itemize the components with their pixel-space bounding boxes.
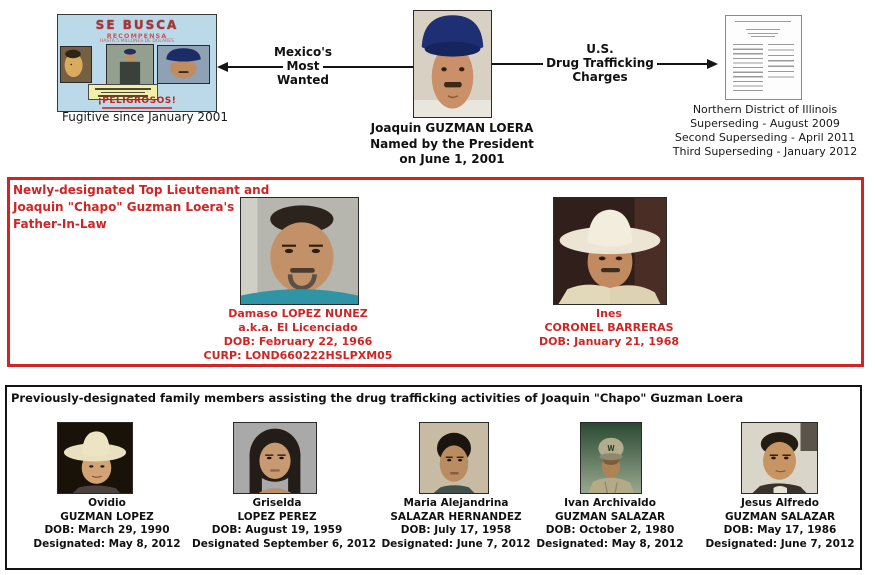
maria-salazar-photo xyxy=(419,422,489,494)
caption-line: Designated: June 7, 2012 xyxy=(381,537,531,550)
caption-line: Third Superseding - January 2012 xyxy=(672,145,858,158)
caption-line: CURP: LOND660222HSLPXM05 xyxy=(203,349,393,362)
left-arrow-label-line: Mexico's xyxy=(273,45,333,59)
jesus-guzman-caption xyxy=(695,497,865,551)
previously-designated-title: Previously-designated family members assisting the drug trafficking activities of Joaquin "Chapo" Guzman Loera xyxy=(11,391,744,405)
title-line: Father-In-Law xyxy=(13,217,107,231)
griselda-lopez-photo xyxy=(233,422,317,494)
maria-salazar-caption xyxy=(371,497,541,551)
caption-line: Named by the President xyxy=(370,136,534,151)
damaso-lopez-caption xyxy=(198,307,398,363)
strip-text-line xyxy=(95,88,151,90)
caption-line: GUZMAN LOPEZ xyxy=(60,510,154,523)
caption-line: SALAZAR HERNANDEZ xyxy=(390,510,522,523)
poster-danger-subtext xyxy=(102,107,172,109)
caption-line: Second Superseding - April 2011 xyxy=(674,131,856,144)
jesus-guzman-photo xyxy=(741,422,818,494)
caption-line: Superseding - August 2009 xyxy=(690,117,840,130)
caption-line: on June 1, 2001 xyxy=(399,152,505,166)
caption-line: Maria Alejandrina xyxy=(403,497,509,509)
caption-line: Designated: May 8, 2012 xyxy=(33,537,181,550)
se-busca-poster xyxy=(57,14,217,112)
right-arrow-label-line: Drug Trafficking xyxy=(530,56,670,70)
caption-line: Ovidio xyxy=(88,497,126,509)
left-arrow-label xyxy=(233,45,373,87)
caption-line: Damaso LOPEZ NUNEZ xyxy=(228,307,368,320)
caption-line: Griselda xyxy=(252,497,302,509)
right-arrow-head-icon xyxy=(707,59,718,69)
caption-line: Joaquin GUZMAN LOERA xyxy=(370,121,534,135)
indictment-caption xyxy=(660,103,870,159)
caption-line: Designated: May 8, 2012 xyxy=(536,537,684,550)
ines-coronel-photo xyxy=(553,197,667,305)
caption-line: Ines xyxy=(596,307,622,320)
caption-line: a.k.a. El Licenciado xyxy=(238,321,358,334)
ivan-guzman-photo xyxy=(580,422,642,494)
document-text-column xyxy=(768,44,794,80)
poster-title: SE BUSCA xyxy=(95,18,179,32)
poster-danger-label: ¡PELIGROSOS! xyxy=(97,96,177,106)
caption-line: DOB: May 17, 1986 xyxy=(723,524,837,536)
document-text-line xyxy=(751,36,775,37)
right-arrow-label xyxy=(530,42,670,84)
caption-line: DOB: January 21, 1968 xyxy=(538,335,680,348)
caption-line: Designated September 6, 2012 xyxy=(192,537,377,550)
right-arrow-label-line: U.S. xyxy=(586,42,614,56)
caption-line: Designated: June 7, 2012 xyxy=(705,537,855,550)
strip-text-line xyxy=(101,92,145,94)
left-arrow-label-line: Most xyxy=(233,59,373,73)
poster-reward-label: RECOMPENSA xyxy=(106,32,168,40)
guzman-loera-caption xyxy=(357,121,547,168)
indictment-document xyxy=(725,15,802,100)
poster-mugshot-center xyxy=(106,44,154,88)
guzman-loera-photo xyxy=(413,10,492,118)
right-arrow-label-line: Charges xyxy=(572,70,628,84)
caption-line: GUZMAN SALAZAR xyxy=(554,510,666,523)
title-line: Joaquin "Chapo" Guzman Loera's xyxy=(13,200,235,214)
caption-line: Ivan Archivaldo xyxy=(564,497,656,509)
document-text-line xyxy=(735,21,791,22)
caption-line: DOB: March 29, 1990 xyxy=(44,524,170,536)
poster-mugshot-left xyxy=(60,46,92,83)
griselda-lopez-caption xyxy=(192,497,377,551)
document-text-line xyxy=(746,29,780,30)
caption-line: Jesus Alfredo xyxy=(741,497,819,509)
ovidio-guzman-caption xyxy=(22,497,192,551)
document-text-column xyxy=(733,44,763,94)
caption-line: DOB: October 2, 1980 xyxy=(545,524,675,536)
title-line: Newly-designated Top Lieutenant and xyxy=(13,183,270,197)
caption-line: DOB: August 19, 1959 xyxy=(211,524,343,536)
damaso-lopez-photo xyxy=(240,197,359,305)
caption-line: DOB: February 22, 1966 xyxy=(223,335,373,348)
fugitive-caption: Fugitive since January 2001 xyxy=(62,110,228,124)
caption-line: LOPEZ PEREZ xyxy=(237,510,317,523)
newly-designated-title xyxy=(13,182,269,233)
caption-line: Northern District of Illinois xyxy=(692,103,838,116)
document-text-line xyxy=(748,33,778,34)
poster-mugshot-right xyxy=(157,45,210,84)
caption-line: CORONEL BARRERAS xyxy=(544,321,674,334)
cap-letter: W xyxy=(607,443,615,454)
caption-line: GUZMAN SALAZAR xyxy=(724,510,836,523)
ines-coronel-caption xyxy=(509,307,709,349)
ovidio-guzman-photo xyxy=(57,422,133,494)
poster-reward-amount: HASTA 5 MILLONES DE DOLARES xyxy=(100,39,174,44)
left-arrow-label-line: Wanted xyxy=(277,73,329,87)
ivan-guzman-caption xyxy=(525,497,695,551)
left-arrow-head-icon xyxy=(217,62,228,72)
caption-line: DOB: July 17, 1958 xyxy=(400,524,512,536)
